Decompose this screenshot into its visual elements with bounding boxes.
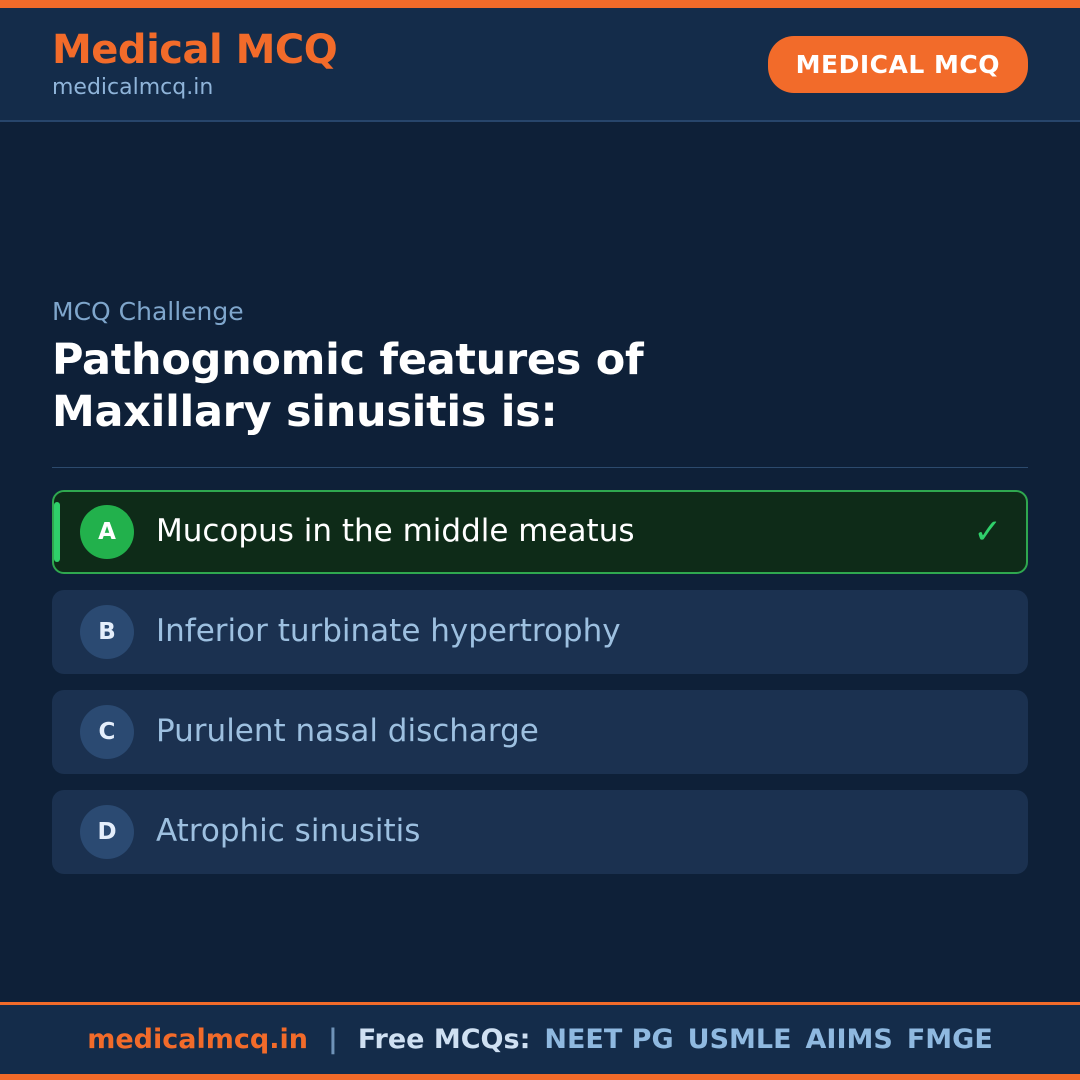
footer-tag-aiims: AIIMS: [805, 1024, 893, 1055]
main-content: [0, 122, 1080, 1002]
footer-tag-neetpg: NEET PG: [544, 1024, 674, 1055]
option-d[interactable]: [52, 790, 1028, 874]
brand-subtitle: medicalmcq.in: [52, 74, 214, 100]
option-c-badge: C: [80, 705, 134, 759]
footer-tag-fmge: FMGE: [906, 1024, 993, 1055]
footer-inner: [87, 1024, 993, 1055]
bottom-accent-bar: [0, 1074, 1080, 1080]
options-list: [52, 490, 1028, 874]
option-a[interactable]: [52, 490, 1028, 574]
footer-separator: |: [327, 1024, 338, 1055]
question-text: Pathognomic features of Maxillary sinusitis is:: [52, 335, 644, 438]
option-d-label: Atrophic sinusitis: [156, 813, 421, 850]
option-c[interactable]: [52, 690, 1028, 774]
option-a-label: Mucopus in the middle meatus: [156, 513, 635, 550]
option-d-badge: D: [80, 805, 134, 859]
top-accent-bar: [0, 0, 1080, 8]
brand-block: [52, 28, 337, 100]
footer-label: Free MCQs:: [357, 1024, 531, 1055]
brand-title: Medical MCQ: [52, 26, 338, 73]
question-block: [52, 297, 1028, 874]
check-icon: ✓: [973, 511, 1002, 552]
option-b[interactable]: [52, 590, 1028, 674]
option-a-badge: A: [80, 505, 134, 559]
header: [0, 8, 1080, 122]
footer-tag-usmle: USMLE: [687, 1024, 792, 1055]
divider: [52, 467, 1028, 468]
header-pill-badge: MEDICAL MCQ: [768, 36, 1028, 93]
option-b-label: Inferior turbinate hypertrophy: [156, 613, 621, 650]
option-b-badge: B: [80, 605, 134, 659]
footer: [0, 1002, 1080, 1074]
footer-site: medicalmcq.in: [87, 1024, 308, 1055]
kicker-label: MCQ Challenge: [52, 297, 244, 326]
option-c-label: Purulent nasal discharge: [156, 713, 539, 750]
